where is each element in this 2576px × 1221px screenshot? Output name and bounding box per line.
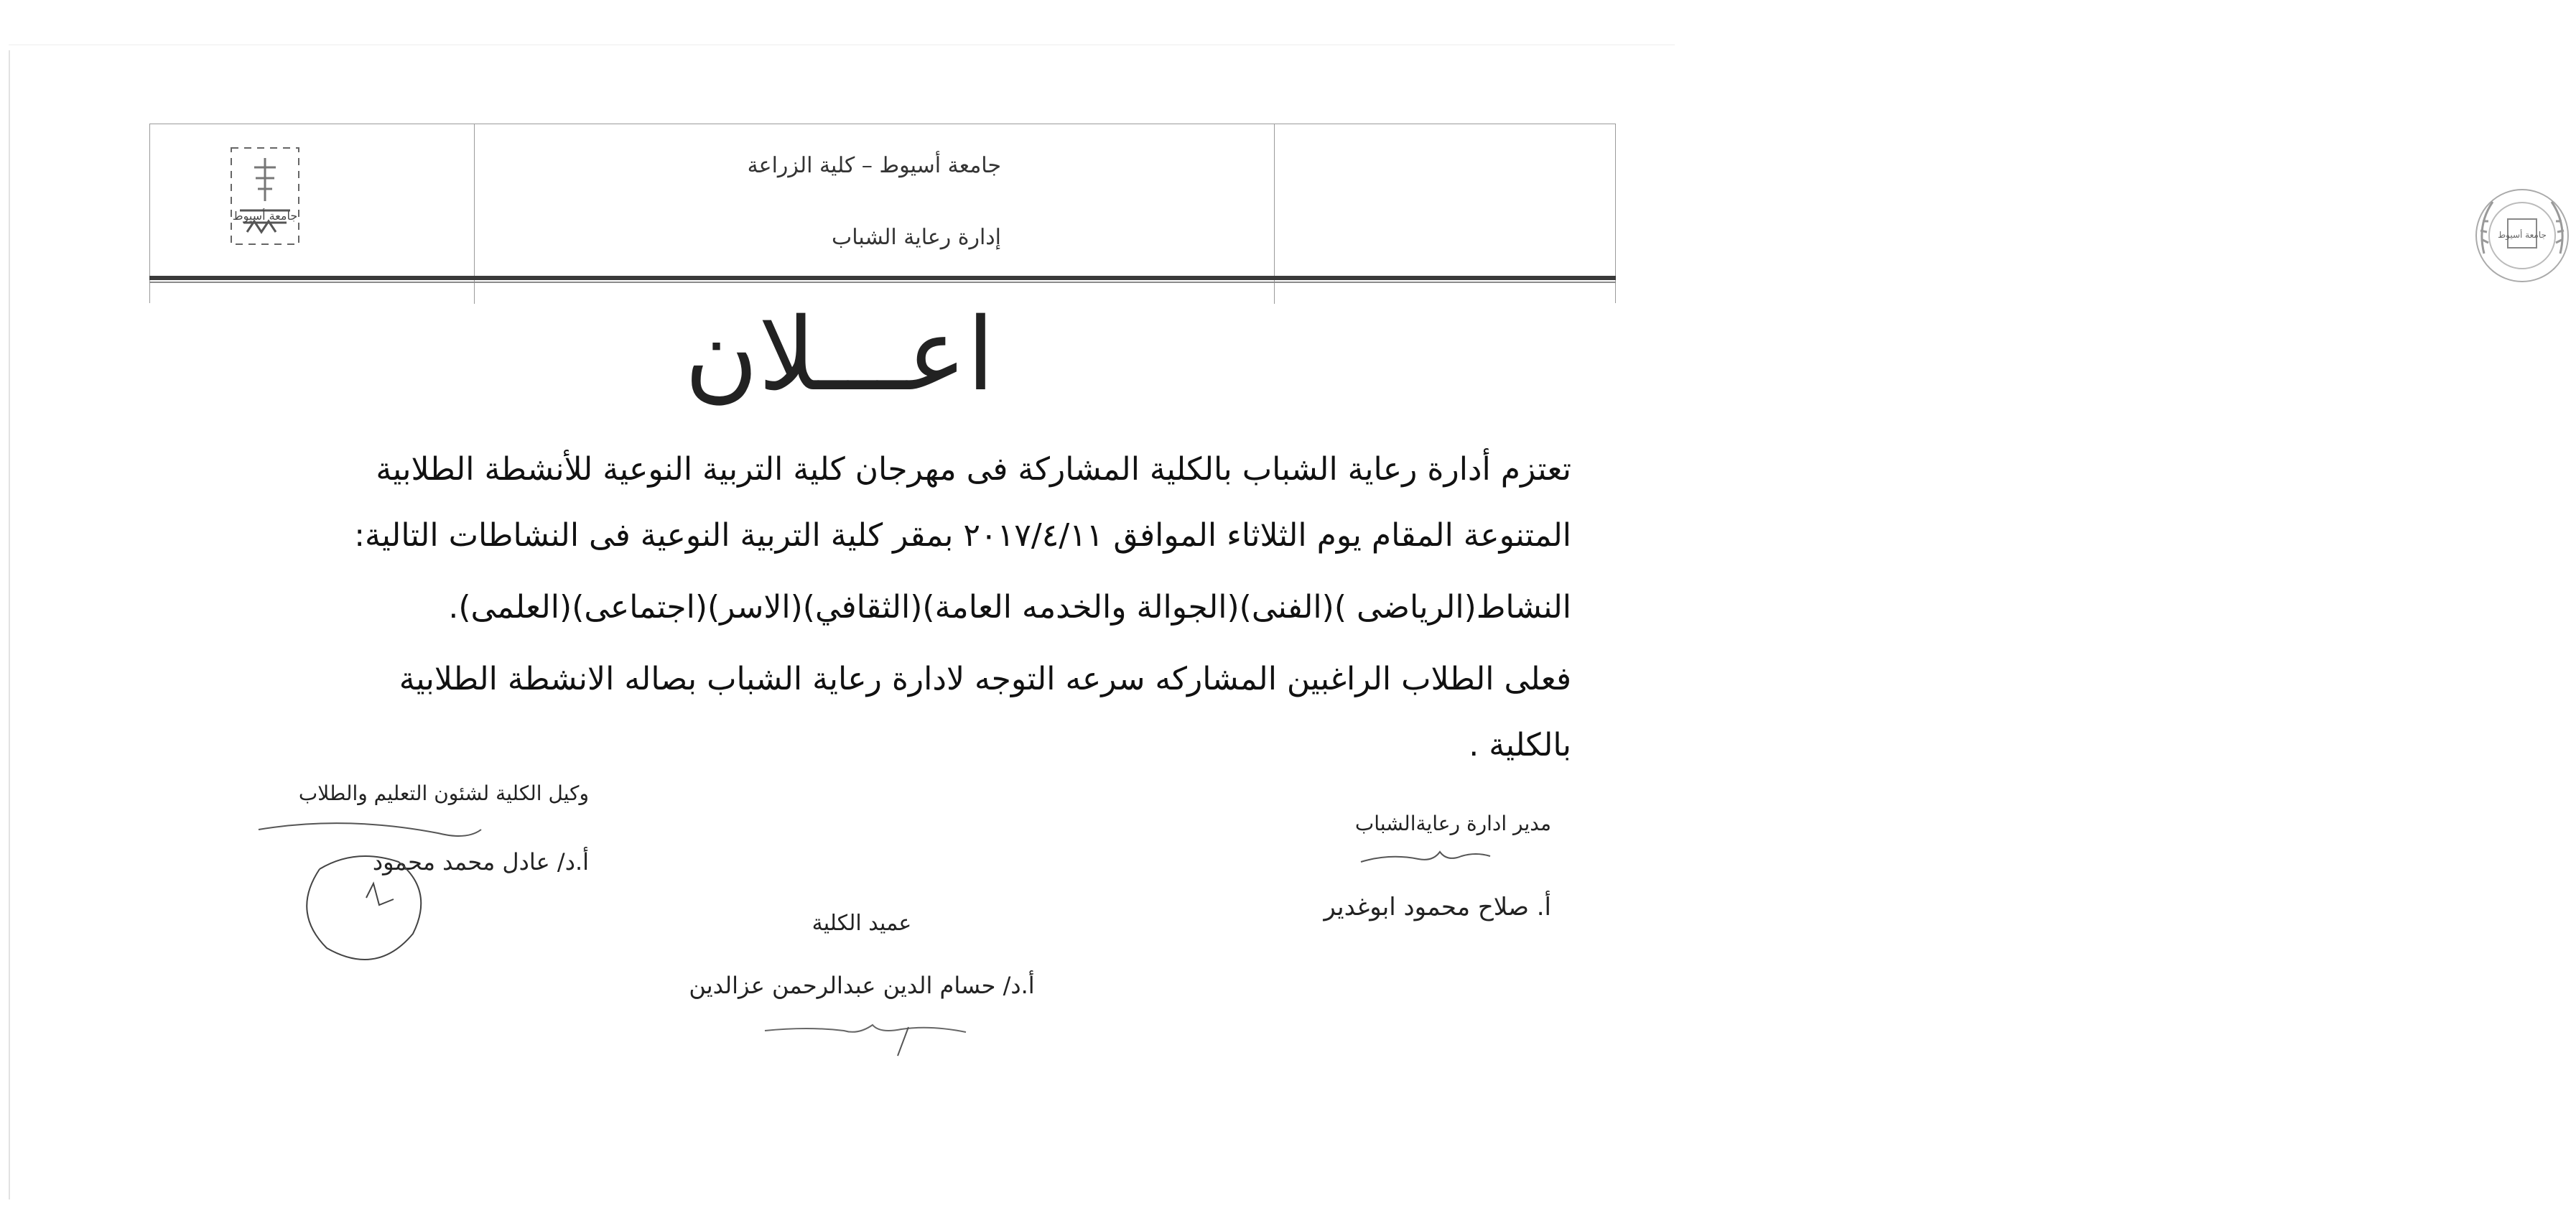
- body-line: المتنوعة المقام يوم الثلاثاء الموافق ٢٠١٧/٤/١١ بمقر كلية التربية النوعية فى النشاطات التالية:: [354, 517, 1571, 554]
- university-stamp-icon: [225, 142, 304, 250]
- signature-role: مدير ادارة رعايةالشباب: [1354, 812, 1551, 835]
- body-line: بالكلية .: [1469, 727, 1571, 763]
- letterhead-rule: [149, 282, 1616, 283]
- signature-name: أ.د/ حسام الدين عبدالرحمن عزالدين: [689, 972, 1035, 999]
- letterhead-rule: [149, 276, 1616, 280]
- signature-dean: [682, 911, 1041, 999]
- svg-text:جامعة أسيوط: جامعة أسيوط: [232, 209, 298, 223]
- signature-name: أ.د/ عادل محمد محمود: [372, 848, 589, 876]
- university-faculty-name: جامعة أسيوط – كلية الزراعة: [747, 153, 1001, 178]
- signature-name: أ. صلاح محمود ابوغدير: [1324, 893, 1551, 921]
- scan-edge: [9, 50, 10, 1199]
- announcement-title: اعـــلان: [684, 297, 995, 414]
- handwritten-signature-dean: [761, 1013, 977, 1056]
- signature-role: وكيل الكلية لشئون التعليم والطلاب: [298, 781, 589, 805]
- svg-text:جامعة أسيوط: جامعة أسيوط: [2498, 230, 2547, 240]
- university-emblem-icon: [2468, 182, 2576, 289]
- department-name: إدارة رعاية الشباب: [832, 225, 1001, 250]
- signature-role: عميد الكلية: [812, 911, 912, 936]
- paragraph-announcement: [207, 437, 1571, 569]
- paragraph-instructions: [207, 646, 1571, 779]
- paragraph-activities: النشاط(الرياضى )(الفنى)(الجوالة والخدمه العامة)(الثقافي)(الاسر)(اجتماعى)(العلمى).: [448, 589, 1571, 626]
- body-line: تعتزم أدارة رعاية الشباب بالكلية المشاركة فى مهرجان كلية التربية النوعية للأنشطة الطلابية: [376, 451, 1571, 488]
- handwritten-signature-vice-dean: [251, 812, 496, 984]
- body-line: فعلى الطلاب الراغبين المشاركه سرعه التوجه لادارة رعاية الشباب بصاله الانشطة الطلابية: [399, 661, 1571, 697]
- handwritten-signature-director: [1357, 840, 1501, 876]
